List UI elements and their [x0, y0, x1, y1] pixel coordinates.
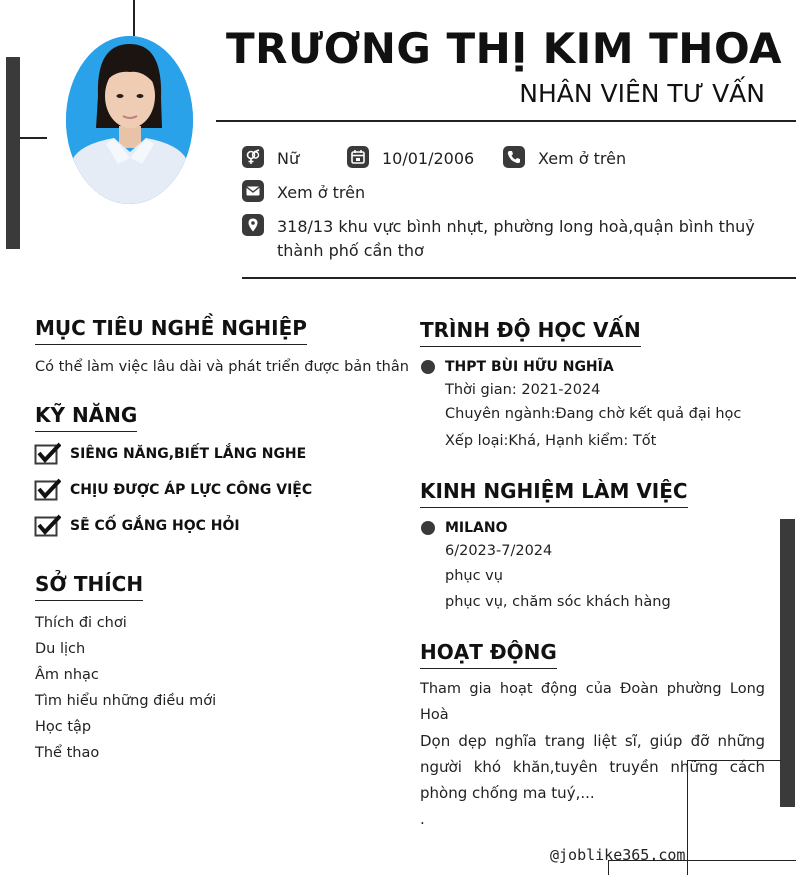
bullet-dot	[421, 360, 435, 374]
activities-title: HOẠT ĐỘNG	[420, 640, 557, 669]
checkbox-icon	[34, 442, 61, 465]
decorative-bar-right	[780, 519, 795, 807]
skill-item: SIÊNG NĂNG,BIẾT LẮNG NGHE	[70, 446, 307, 462]
header-divider	[216, 120, 796, 122]
activity-line: Tham gia hoạt động của Đoàn phường Long Hoà	[420, 681, 765, 723]
gender-icon	[242, 146, 264, 168]
activity-dot: .	[420, 810, 425, 828]
phone-icon	[503, 146, 525, 168]
gender-value: Nữ	[277, 149, 300, 168]
objective-text: Có thể làm việc lâu dài và phát triển được bản thân	[35, 359, 409, 375]
skill-item: CHỊU ĐƯỢC ÁP LỰC CÔNG VIỆC	[70, 482, 313, 498]
full-name: TRƯƠNG THỊ KIM THOA	[226, 24, 783, 73]
decorative-line	[20, 137, 47, 139]
address-line-1: 318/13 khu vực bình nhựt, phường long hoà,quận bình thuỷ	[277, 217, 755, 236]
hobby-item: Thể thao	[35, 745, 100, 761]
hobbies-title: SỞ THÍCH	[35, 572, 143, 601]
skills-title: KỸ NĂNG	[35, 403, 137, 432]
checkbox-icon	[34, 514, 61, 537]
phone-value: Xem ở trên	[538, 149, 627, 168]
profile-photo	[66, 36, 193, 204]
education-major: Chuyên ngành:Đang chờ kết quả đại học	[445, 406, 742, 422]
mail-icon	[242, 180, 264, 202]
work-description: phục vụ, chăm sóc khách hàng	[445, 594, 671, 610]
education-time: Thời gian: 2021-2024	[445, 382, 601, 398]
location-pin-icon	[242, 214, 264, 236]
objective-title: MỤC TIÊU NGHỀ NGHIỆP	[35, 316, 307, 345]
hobby-item: Thích đi chơi	[35, 615, 127, 631]
calendar-icon	[347, 146, 369, 168]
company-name: MILANO	[445, 520, 508, 536]
watermark: @joblike365.com	[550, 846, 686, 864]
education-grade: Xếp loại:Khá, Hạnh kiểm: Tốt	[445, 433, 657, 449]
hobby-item: Học tập	[35, 719, 92, 735]
contact-divider	[242, 277, 796, 279]
address-line-2: thành phố cần thơ	[277, 241, 424, 260]
experience-title: KINH NGHIỆM LÀM VIỆC	[420, 479, 688, 508]
decorative-bar-left	[6, 57, 20, 249]
hobby-item: Tìm hiểu những điều mới	[35, 693, 217, 709]
job-title: NHÂN VIÊN TƯ VẤN	[519, 79, 765, 108]
activities-content	[420, 676, 765, 832]
hobby-item: Du lịch	[35, 641, 86, 657]
checkbox-icon	[34, 478, 61, 501]
birthday-value: 10/01/2006	[382, 149, 475, 168]
hobby-item: Âm nhạc	[35, 667, 99, 683]
decorative-line	[133, 0, 135, 36]
work-period: 6/2023-7/2024	[445, 543, 553, 559]
bullet-dot	[421, 521, 435, 535]
work-role: phục vụ	[445, 568, 503, 584]
education-title: TRÌNH ĐỘ HỌC VẤN	[420, 318, 641, 347]
school-name: THPT BÙI HỮU NGHĨA	[445, 359, 614, 375]
activity-paragraph: Dọn dẹp nghĩa trang liệt sĩ, giúp đỡ những người khó khăn,tuyên truyền những cách phòng chống ma tuý,...	[420, 732, 765, 802]
email-value: Xem ở trên	[277, 183, 366, 202]
skill-item: SẼ CỐ GẮNG HỌC HỎI	[70, 518, 240, 534]
